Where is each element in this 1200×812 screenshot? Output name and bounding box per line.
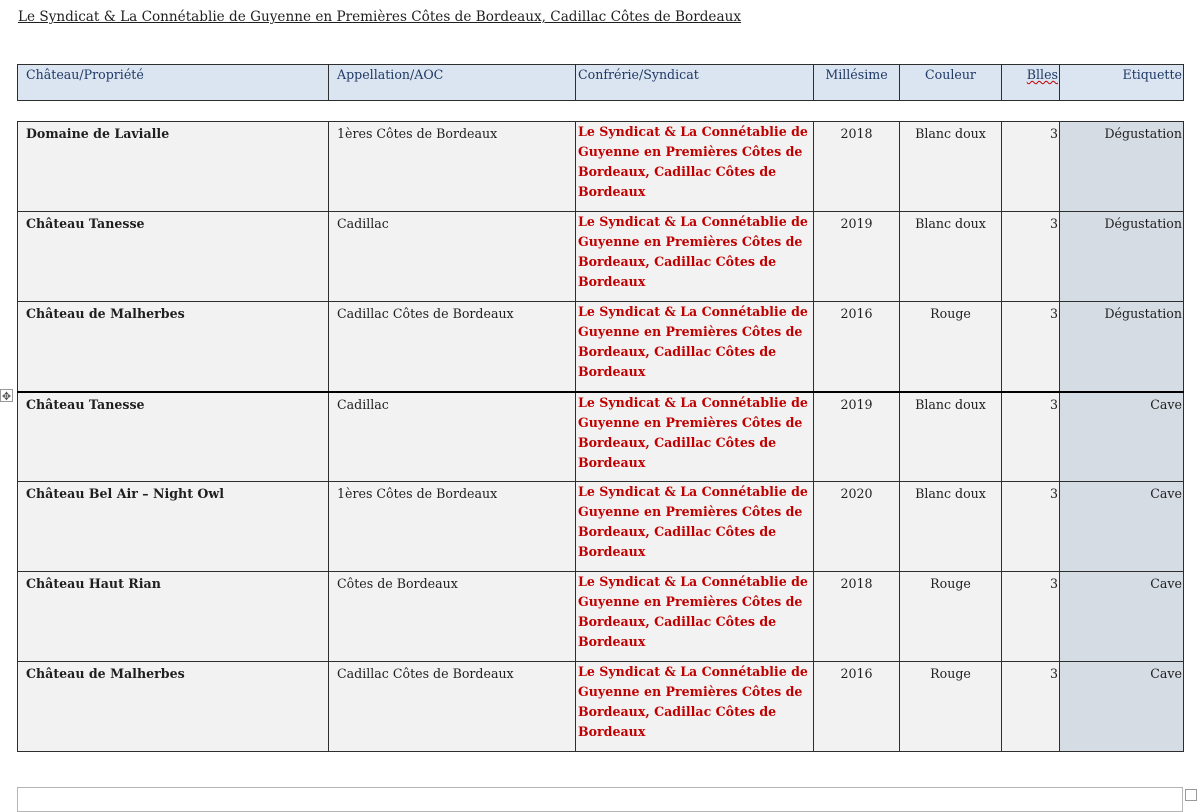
cell-confrerie[interactable]: Le Syndicat & La Connétablie de Guyenne en Premières Côtes de Bordeaux, Cadillac Côtes de Bordeaux bbox=[576, 662, 814, 752]
cell-etiquette[interactable]: Dégustation bbox=[1060, 212, 1184, 302]
header-chateau[interactable]: Château/Propriété bbox=[18, 65, 329, 101]
cell-chateau[interactable]: Château de Malherbes bbox=[18, 662, 329, 752]
cell-chateau[interactable]: Château Haut Rian bbox=[18, 572, 329, 662]
cell-etiquette[interactable]: Cave bbox=[1060, 662, 1184, 752]
cell-couleur[interactable]: Rouge bbox=[900, 662, 1002, 752]
table-row bbox=[18, 392, 1184, 482]
document-title: Le Syndicat & La Connétablie de Guyenne en Premières Côtes de Bordeaux, Cadillac Côtes de Bordeaux bbox=[18, 9, 741, 25]
cell-etiquette[interactable]: Cave bbox=[1060, 392, 1184, 482]
header-couleur[interactable]: Couleur bbox=[900, 65, 1002, 101]
cell-confrerie[interactable]: Le Syndicat & La Connétablie de Guyenne en Premières Côtes de Bordeaux, Cadillac Côtes de Bordeaux bbox=[576, 572, 814, 662]
cell-confrerie[interactable]: Le Syndicat & La Connétablie de Guyenne en Premières Côtes de Bordeaux, Cadillac Côtes de Bordeaux bbox=[576, 392, 814, 482]
table-row bbox=[18, 302, 1184, 392]
cell-blles[interactable]: 3 bbox=[1002, 662, 1060, 752]
cell-chateau[interactable]: Domaine de Lavialle bbox=[18, 122, 329, 212]
cell-couleur[interactable]: Blanc doux bbox=[900, 122, 1002, 212]
header-etiquette[interactable]: Etiquette bbox=[1060, 65, 1184, 101]
cell-confrerie[interactable]: Le Syndicat & La Connétablie de Guyenne en Premières Côtes de Bordeaux, Cadillac Côtes de Bordeaux bbox=[576, 122, 814, 212]
move-icon[interactable]: ✥ bbox=[1, 390, 12, 403]
cell-appellation[interactable]: 1ères Côtes de Bordeaux bbox=[329, 122, 576, 212]
cell-etiquette[interactable]: Cave bbox=[1060, 482, 1184, 572]
cell-appellation[interactable]: Cadillac Côtes de Bordeaux bbox=[329, 662, 576, 752]
cell-confrerie[interactable]: Le Syndicat & La Connétablie de Guyenne en Premières Côtes de Bordeaux, Cadillac Côtes de Bordeaux bbox=[576, 212, 814, 302]
cell-blles[interactable]: 3 bbox=[1002, 572, 1060, 662]
cell-appellation[interactable]: Côtes de Bordeaux bbox=[329, 572, 576, 662]
cell-blles[interactable]: 3 bbox=[1002, 482, 1060, 572]
cell-blles[interactable]: 3 bbox=[1002, 212, 1060, 302]
header-row bbox=[18, 65, 1184, 101]
table-row bbox=[18, 482, 1184, 572]
cell-couleur[interactable]: Blanc doux bbox=[900, 392, 1002, 482]
header-confrerie[interactable]: Confrérie/Syndicat bbox=[576, 65, 814, 101]
cell-couleur[interactable]: Rouge bbox=[900, 302, 1002, 392]
cell-chateau[interactable]: Château de Malherbes bbox=[18, 302, 329, 392]
cell-confrerie[interactable]: Le Syndicat & La Connétablie de Guyenne en Premières Côtes de Bordeaux, Cadillac Côtes de Bordeaux bbox=[576, 482, 814, 572]
cell-couleur[interactable]: Blanc doux bbox=[900, 482, 1002, 572]
header-millesime[interactable]: Millésime bbox=[814, 65, 900, 101]
cell-millesime[interactable]: 2019 bbox=[814, 392, 900, 482]
header-blles[interactable]: Blles bbox=[1002, 65, 1060, 101]
cell-etiquette[interactable]: Cave bbox=[1060, 572, 1184, 662]
table-row bbox=[18, 572, 1184, 662]
table-header bbox=[17, 64, 1184, 101]
table-row bbox=[18, 212, 1184, 302]
cell-etiquette[interactable]: Dégustation bbox=[1060, 122, 1184, 212]
cell-appellation[interactable]: Cadillac bbox=[329, 392, 576, 482]
cell-appellation[interactable]: Cadillac Côtes de Bordeaux bbox=[329, 302, 576, 392]
wine-table bbox=[17, 121, 1184, 752]
cell-blles[interactable]: 3 bbox=[1002, 122, 1060, 212]
table-row bbox=[18, 662, 1184, 752]
resize-icon[interactable] bbox=[1185, 789, 1197, 801]
empty-table-row[interactable] bbox=[17, 787, 1183, 812]
cell-millesime[interactable]: 2016 bbox=[814, 662, 900, 752]
cell-etiquette[interactable]: Dégustation bbox=[1060, 302, 1184, 392]
cell-millesime[interactable]: 2016 bbox=[814, 302, 900, 392]
cell-chateau[interactable]: Château Bel Air – Night Owl bbox=[18, 482, 329, 572]
cell-confrerie[interactable]: Le Syndicat & La Connétablie de Guyenne en Premières Côtes de Bordeaux, Cadillac Côtes de Bordeaux bbox=[576, 302, 814, 392]
cell-millesime[interactable]: 2018 bbox=[814, 572, 900, 662]
cell-appellation[interactable]: Cadillac bbox=[329, 212, 576, 302]
cell-millesime[interactable]: 2018 bbox=[814, 122, 900, 212]
cell-couleur[interactable]: Rouge bbox=[900, 572, 1002, 662]
cell-blles[interactable]: 3 bbox=[1002, 392, 1060, 482]
cell-millesime[interactable]: 2020 bbox=[814, 482, 900, 572]
header-appellation[interactable]: Appellation/AOC bbox=[329, 65, 576, 101]
cell-millesime[interactable]: 2019 bbox=[814, 212, 900, 302]
cell-chateau[interactable]: Château Tanesse bbox=[18, 212, 329, 302]
cell-blles[interactable]: 3 bbox=[1002, 302, 1060, 392]
cell-couleur[interactable]: Blanc doux bbox=[900, 212, 1002, 302]
cell-appellation[interactable]: 1ères Côtes de Bordeaux bbox=[329, 482, 576, 572]
table-row bbox=[18, 122, 1184, 212]
cell-chateau[interactable]: Château Tanesse bbox=[18, 392, 329, 482]
